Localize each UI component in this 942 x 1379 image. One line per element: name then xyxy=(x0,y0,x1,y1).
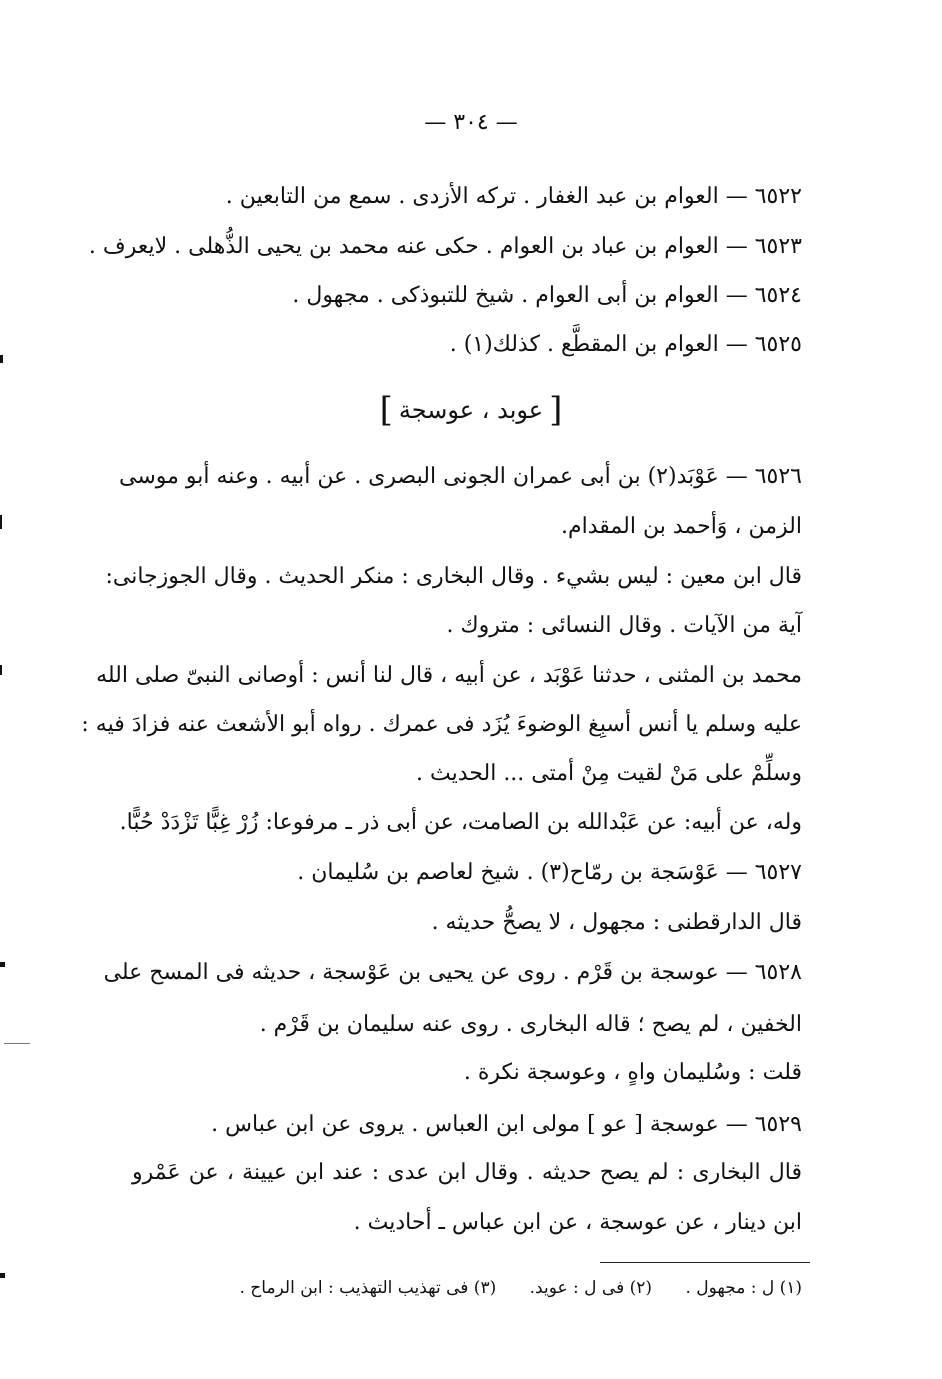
text-line: قال ابن معين : ليس بشيء . وقال البخارى : منكر الحديث . وقال الجوزجانى: xyxy=(105,564,802,589)
text-line: الزمن ، وَأحمد بن المقدام. xyxy=(561,514,802,539)
right-bracket: ] xyxy=(379,390,393,430)
page-number: — ٣٠٤ — xyxy=(424,110,518,135)
entry-6526: ٦٥٢٦ — عَوْبَد(٢) بن أبى عمران الجونى البصرى . عن أبيه . وعنه أبو موسى xyxy=(119,464,802,489)
section-heading xyxy=(0,390,942,430)
text-line: وسلِّمْ على مَنْ لقيت مِنْ أمتى ... الحديث . xyxy=(416,761,802,786)
entry-6528: ٦٥٢٨ — عوسجة بن قَرْم . روى عن يحيى بن عَوْسجة ، حديثه فى المسح على xyxy=(103,960,802,985)
entry-6527: ٦٥٢٧ — عَوْسَجة بن رمّاح(٣) . شيخ لعاصم بن سُليمان . xyxy=(297,860,802,885)
text-line: ابن دينار ، عن عوسجة ، عن ابن عباس ـ أحاديث . xyxy=(353,1210,802,1235)
text-line: قال الدارقطنى : مجهول ، لا يصحُّ حديثه . xyxy=(431,910,802,935)
footnote-3: (٣) فى تهذيب التهذيب : ابن الرماح . xyxy=(239,1278,497,1298)
footnote-divider xyxy=(600,1262,810,1263)
entry-6529: ٦٥٢٩ — عوسجة [ عو ] مولى ابن العباس . يروى عن ابن عباس . xyxy=(211,1112,802,1137)
text-line: قال البخارى : لم يصح حديثه . وقال ابن عدى : عند ابن عيينة ، عن عَمْرو xyxy=(132,1160,802,1185)
entry-6522: ٦٥٢٢ — العوام بن عبد الغفار . تركه الأزدى . سمع من التابعين . xyxy=(225,184,802,209)
footnote-1: (١) ل : مجهول . xyxy=(685,1278,802,1298)
entry-6525: ٦٥٢٥ — العوام بن المقطَّع . كذلك(١) . xyxy=(449,332,802,357)
scan-mark xyxy=(0,515,2,529)
footnotes xyxy=(132,1275,802,1301)
scan-mark xyxy=(4,1043,30,1044)
scan-mark xyxy=(0,355,3,363)
left-bracket: [ xyxy=(549,390,563,430)
entry-6524: ٦٥٢٤ — العوام بن أبى العوام . شيخ للتبوذكى . مجهول . xyxy=(292,283,802,308)
text-line: عليه وسلم يا أنس أسبِغ الوضوءَ يُزَد فى عمرك . رواه أبو الأشعث عنه فزادَ فيه : xyxy=(81,712,802,737)
section-heading-text: عوبد ، عوسجة xyxy=(398,396,544,424)
text-line: قلت : وسُليمان واهٍ ، وعوسجة نكرة . xyxy=(463,1060,802,1085)
text-line: وله، عن أبيه: عن عَبْدالله بن الصامت، عن أبى ذر ـ مرفوعا: زُرْ غِبًّا تَزْدَدْ حُبًّا. xyxy=(119,810,802,835)
text-line: محمد بن المثنى ، حدثنا عَوْبَد ، عن أبيه ، قال لنا أنس : أوصانى النبىّ صلى الله xyxy=(96,663,802,688)
scan-mark xyxy=(0,1273,5,1278)
entry-6523: ٦٥٢٣ — العوام بن عباد بن العوام . حكى عنه محمد بن يحيى الذُّهلى . لايعرف . xyxy=(88,234,802,259)
footnote-2: (٢) فى ل : عويد. xyxy=(529,1278,653,1298)
text-line: الخفين ، لم يصح ؛ قاله البخارى . روى عنه سليمان بن قَرْم . xyxy=(259,1012,802,1037)
scan-mark xyxy=(0,665,2,675)
text-line: آية من الآيات . وقال النسائى : متروك . xyxy=(446,613,802,638)
scan-mark xyxy=(0,962,5,967)
